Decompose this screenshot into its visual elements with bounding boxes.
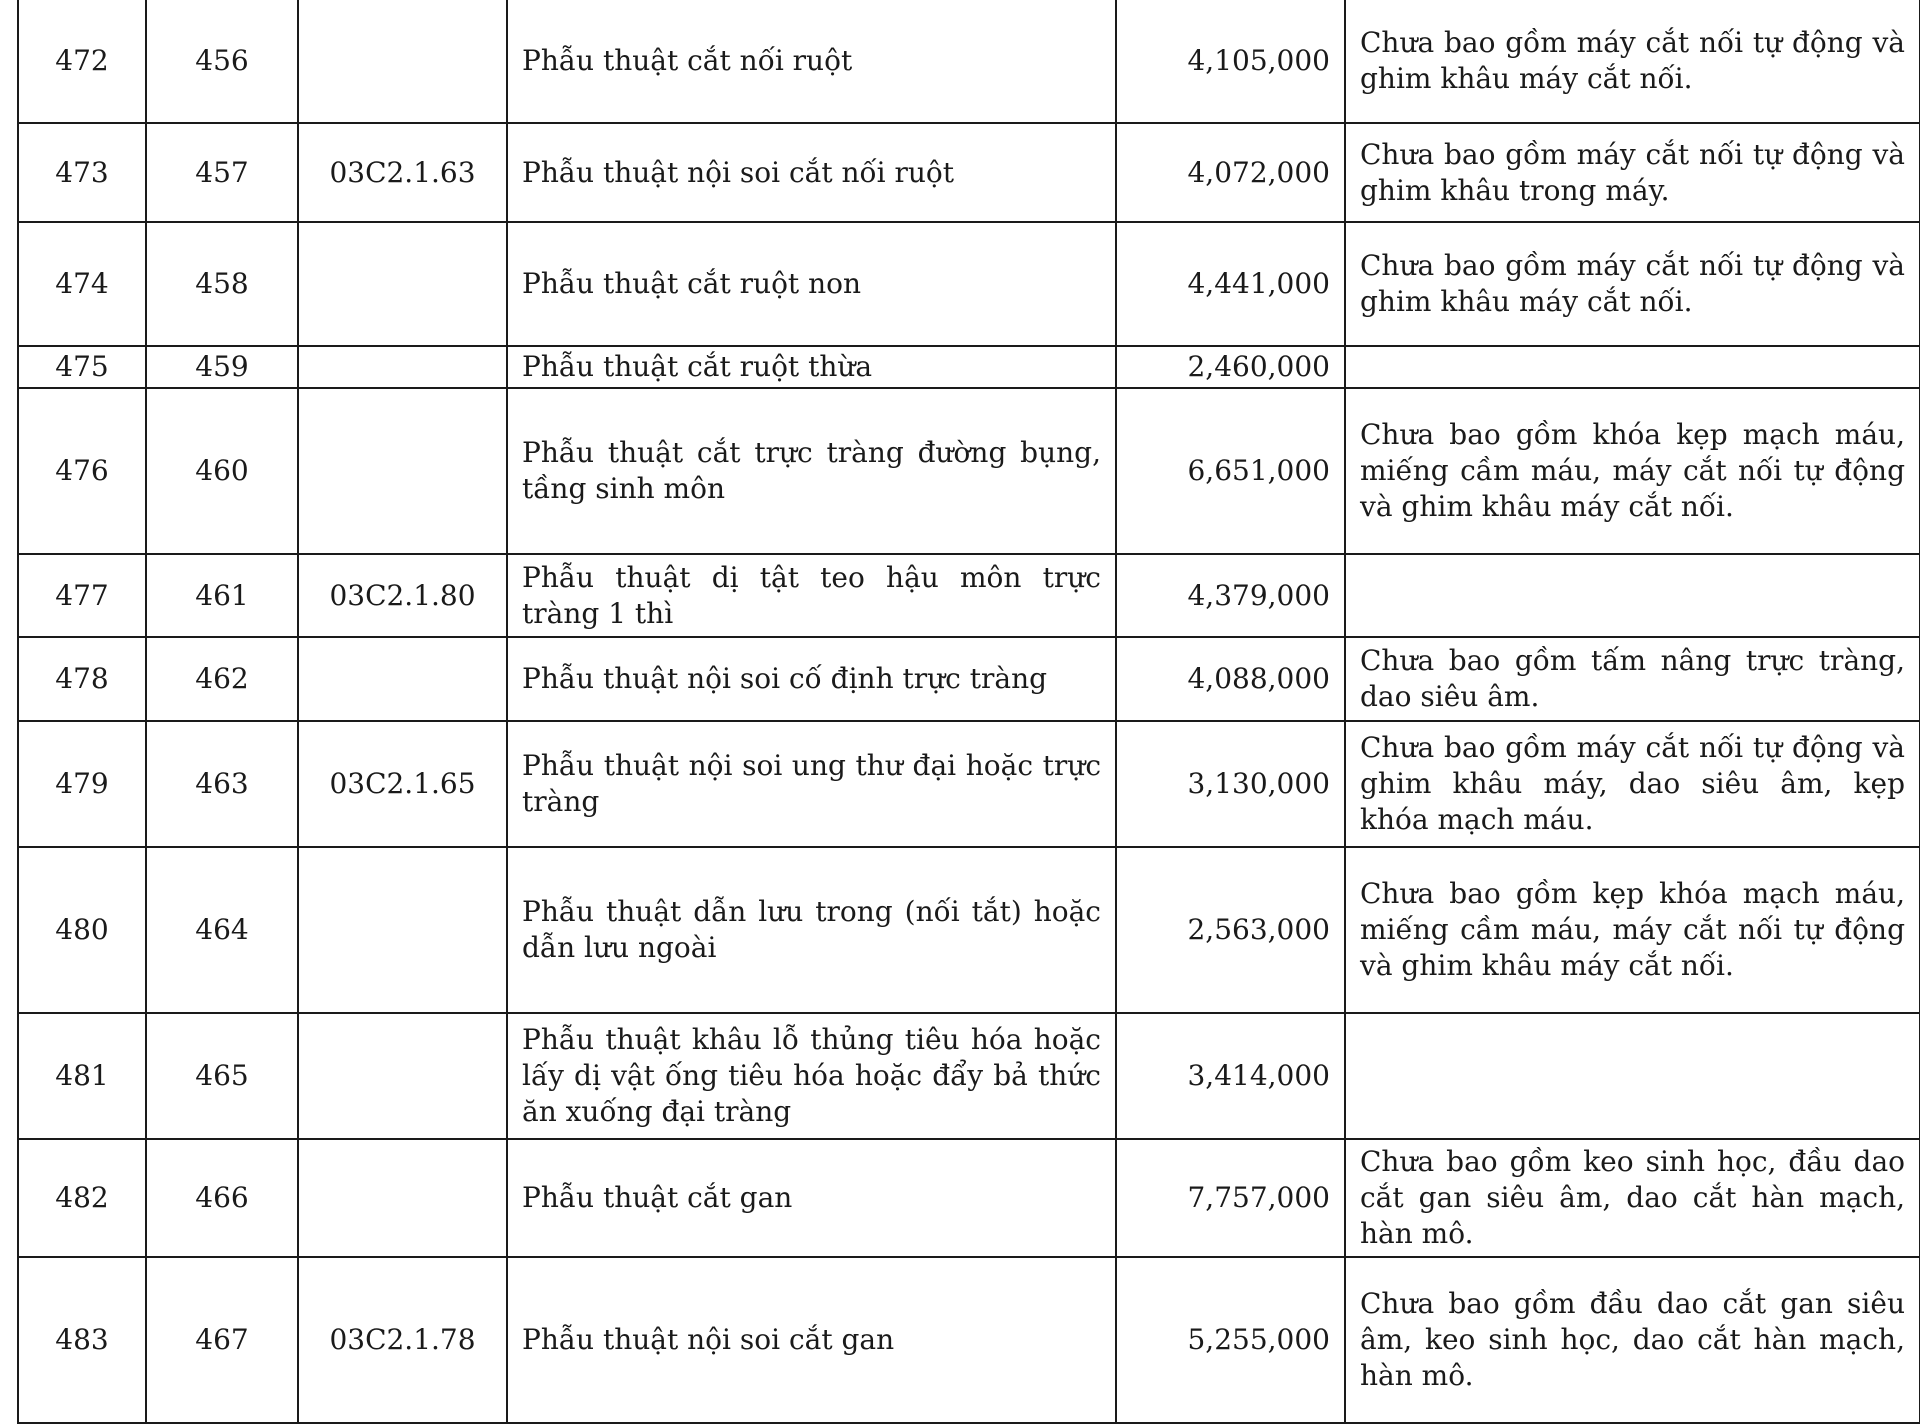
price-cell: 2,563,000 (1116, 847, 1345, 1013)
note-cell: Chưa bao gồm keo sinh học, đầu dao cắt gan siêu âm, dao cắt hàn mạch, hàn mô. (1345, 1139, 1920, 1257)
tt-cell: 467 (146, 1257, 298, 1423)
table-row (18, 0, 1920, 123)
stt-cell: 477 (18, 554, 146, 637)
note-cell (1345, 1013, 1920, 1139)
service-name-cell: Phẫu thuật cắt ruột thừa (507, 346, 1116, 388)
service-name-cell: Phẫu thuật dẫn lưu trong (nối tắt) hoặc dẫn lưu ngoài (507, 847, 1116, 1013)
note-cell (1345, 346, 1920, 388)
service-name-cell: Phẫu thuật nội soi cố định trực tràng (507, 637, 1116, 721)
note-cell: Chưa bao gồm máy cắt nối tự động và ghim khâu máy, dao siêu âm, kẹp khóa mạch máu. (1345, 721, 1920, 847)
note-cell: Chưa bao gồm tấm nâng trực tràng, dao siêu âm. (1345, 637, 1920, 721)
service-name-cell: Phẫu thuật nội soi cắt nối ruột (507, 123, 1116, 222)
price-table-page (17, 0, 1919, 1424)
price-cell: 2,460,000 (1116, 346, 1345, 388)
note-cell: Chưa bao gồm máy cắt nối tự động và ghim khâu máy cắt nối. (1345, 222, 1920, 346)
table-row (18, 222, 1920, 346)
code-cell (298, 0, 507, 123)
service-name-cell: Phẫu thuật khâu lỗ thủng tiêu hóa hoặc lấy dị vật ống tiêu hóa hoặc đẩy bả thức ăn xuống đại tràng (507, 1013, 1116, 1139)
tt-cell: 463 (146, 721, 298, 847)
service-name-cell: Phẫu thuật cắt nối ruột (507, 0, 1116, 123)
tt-cell: 457 (146, 123, 298, 222)
code-cell (298, 1139, 507, 1257)
note-cell: Chưa bao gồm đầu dao cắt gan siêu âm, keo sinh học, dao cắt hàn mạch, hàn mô. (1345, 1257, 1920, 1423)
price-cell: 4,072,000 (1116, 123, 1345, 222)
tt-cell: 462 (146, 637, 298, 721)
table-row (18, 721, 1920, 847)
stt-cell: 473 (18, 123, 146, 222)
price-cell: 5,255,000 (1116, 1257, 1345, 1423)
note-cell (1345, 554, 1920, 637)
price-cell: 3,130,000 (1116, 721, 1345, 847)
stt-cell: 483 (18, 1257, 146, 1423)
code-cell (298, 637, 507, 721)
tt-cell: 459 (146, 346, 298, 388)
tt-cell: 465 (146, 1013, 298, 1139)
tt-cell: 461 (146, 554, 298, 637)
table-row (18, 123, 1920, 222)
table-row (18, 1139, 1920, 1257)
table-row (18, 346, 1920, 388)
code-cell: 03C2.1.80 (298, 554, 507, 637)
price-cell: 4,105,000 (1116, 0, 1345, 123)
table-row (18, 388, 1920, 554)
note-cell: Chưa bao gồm máy cắt nối tự động và ghim khâu trong máy. (1345, 123, 1920, 222)
tt-cell: 460 (146, 388, 298, 554)
code-cell: 03C2.1.63 (298, 123, 507, 222)
code-cell (298, 346, 507, 388)
price-cell: 7,757,000 (1116, 1139, 1345, 1257)
price-cell: 3,414,000 (1116, 1013, 1345, 1139)
service-name-cell: Phẫu thuật cắt ruột non (507, 222, 1116, 346)
stt-cell: 482 (18, 1139, 146, 1257)
code-cell (298, 847, 507, 1013)
stt-cell: 480 (18, 847, 146, 1013)
table-row (18, 554, 1920, 637)
stt-cell: 481 (18, 1013, 146, 1139)
code-cell (298, 222, 507, 346)
service-name-cell: Phẫu thuật nội soi cắt gan (507, 1257, 1116, 1423)
note-cell: Chưa bao gồm máy cắt nối tự động và ghim khâu máy cắt nối. (1345, 0, 1920, 123)
price-cell: 4,379,000 (1116, 554, 1345, 637)
service-name-cell: Phẫu thuật cắt gan (507, 1139, 1116, 1257)
service-name-cell: Phẫu thuật dị tật teo hậu môn trực tràng 1 thì (507, 554, 1116, 637)
service-name-cell: Phẫu thuật cắt trực tràng đường bụng, tầng sinh môn (507, 388, 1116, 554)
table-row (18, 1257, 1920, 1423)
code-cell: 03C2.1.65 (298, 721, 507, 847)
code-cell: 03C2.1.78 (298, 1257, 507, 1423)
note-cell: Chưa bao gồm khóa kẹp mạch máu, miếng cầm máu, máy cắt nối tự động và ghim khâu máy cắt nối. (1345, 388, 1920, 554)
table-row (18, 1013, 1920, 1139)
price-cell: 4,441,000 (1116, 222, 1345, 346)
tt-cell: 458 (146, 222, 298, 346)
table-row (18, 637, 1920, 721)
price-cell: 4,088,000 (1116, 637, 1345, 721)
stt-cell: 474 (18, 222, 146, 346)
stt-cell: 472 (18, 0, 146, 123)
code-cell (298, 1013, 507, 1139)
price-cell: 6,651,000 (1116, 388, 1345, 554)
stt-cell: 475 (18, 346, 146, 388)
service-name-cell: Phẫu thuật nội soi ung thư đại hoặc trực tràng (507, 721, 1116, 847)
code-cell (298, 388, 507, 554)
surgery-price-table (17, 0, 1920, 1424)
stt-cell: 478 (18, 637, 146, 721)
tt-cell: 466 (146, 1139, 298, 1257)
stt-cell: 476 (18, 388, 146, 554)
stt-cell: 479 (18, 721, 146, 847)
note-cell: Chưa bao gồm kẹp khóa mạch máu, miếng cầm máu, máy cắt nối tự động và ghim khâu máy cắt nối. (1345, 847, 1920, 1013)
tt-cell: 464 (146, 847, 298, 1013)
table-row (18, 847, 1920, 1013)
tt-cell: 456 (146, 0, 298, 123)
